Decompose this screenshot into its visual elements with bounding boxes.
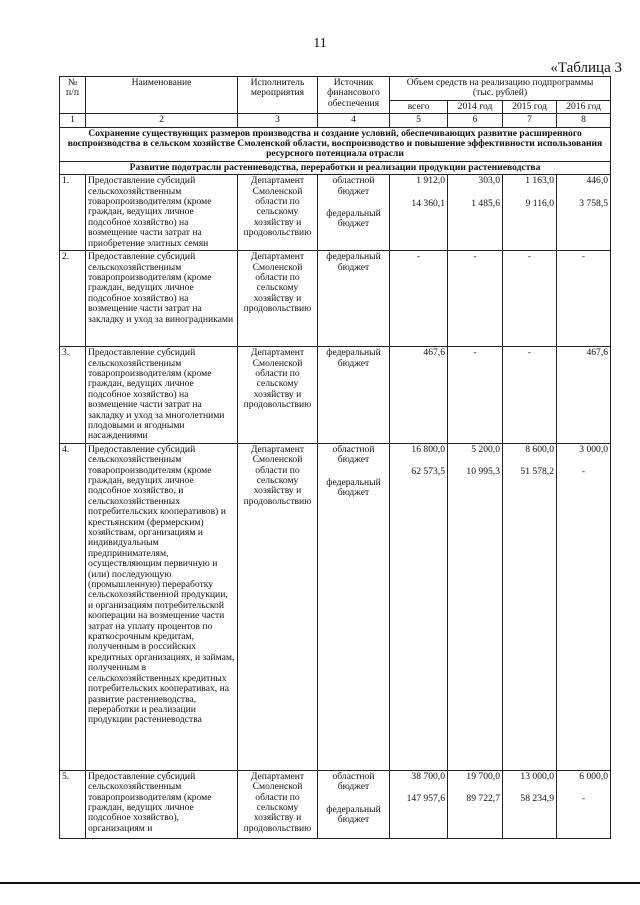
subprogram-funding-table (59, 76, 611, 839)
measure-name: Предоставление субсидий сельскохозяйственным товаропроизводителям (кроме граждан, ведущих личное подсобное хозяйство) на возмещение части затрат на закладку и уход за виноградниками (86, 251, 238, 347)
amount-2014-value: 19 700,0 (466, 770, 500, 782)
funding-source (318, 175, 390, 251)
amount-total-value: 147 957,6 (406, 793, 445, 805)
amount-total-value: 62 573,5 (411, 466, 445, 478)
measure-executor: Департамент Смоленской области по сельскому хозяйству и продовольствию (238, 175, 318, 251)
amount-2014-value: 89 722,7 (466, 793, 500, 805)
amount-total (390, 770, 448, 838)
section-row (60, 127, 611, 161)
amount-2015 (503, 443, 557, 770)
funding-source-value: федеральный бюджет (326, 476, 381, 498)
amount-2016 (557, 175, 611, 251)
funding-source-value: областной бюджет (332, 770, 375, 793)
measure-executor: Департамент Смоленской области по сельскому хозяйству и продовольствию (238, 347, 318, 444)
table-row (60, 175, 611, 251)
col-number: 4 (318, 114, 390, 127)
funding-source-value: федеральный бюджет (326, 347, 381, 369)
table-row (60, 770, 611, 838)
amount-2015-value: 8 600,0 (525, 443, 554, 455)
funding-source (318, 347, 390, 444)
amount-total (390, 175, 448, 251)
amount-total (390, 347, 448, 444)
amount-total-value: 1 912,0 (416, 175, 445, 187)
amount-2016-value: 446,0 (586, 175, 609, 187)
amount-total (390, 251, 448, 347)
row-number: 1. (60, 175, 86, 251)
amount-2015-value: 51 578,2 (520, 466, 554, 478)
measure-executor: Департамент Смоленской области по сельскому хозяйству и продовольствию (238, 251, 318, 347)
header-executor: Исполнитель мероприятия (238, 77, 318, 114)
subsection-row (60, 161, 611, 174)
amount-2014-value: 5 200,0 (471, 443, 500, 455)
amount-2015-value: - (527, 251, 532, 263)
amount-2016-value: 3 000,0 (579, 443, 609, 455)
header-total: всего (390, 100, 448, 113)
subsection-title: Развитие подотрасли растениеводства, переработки и реализации продукции растениеводства (60, 161, 611, 174)
amount-2015 (503, 251, 557, 347)
col-number: 1 (60, 114, 86, 127)
row-number: 5. (60, 770, 86, 838)
funding-source-value: федеральный бюджет (326, 803, 381, 825)
amount-2014-value: - (473, 251, 477, 263)
amount-2015-value: 13 000,0 (520, 770, 554, 782)
amount-2014-value: 10 995,3 (466, 466, 500, 478)
amount-2014 (448, 443, 503, 770)
funding-source-value: федеральный бюджет (326, 208, 381, 230)
amount-2014 (448, 175, 503, 251)
page-number: 11 (313, 36, 327, 51)
col-number: 7 (503, 114, 557, 127)
page-bottom-rule (0, 882, 640, 884)
table-row (60, 251, 611, 347)
amount-2016-value: - (581, 251, 586, 263)
amount-2016 (557, 770, 611, 838)
col-number: 5 (390, 114, 448, 127)
table-caption: «Таблица 3 (550, 60, 622, 76)
amount-total-value: - (416, 251, 421, 263)
amount-2014 (448, 251, 503, 347)
header-num: № п/п (60, 77, 86, 114)
funding-source (318, 251, 390, 347)
amount-2014-value: - (473, 347, 477, 359)
amount-2016 (557, 347, 611, 444)
header-volume: Объем средств на реализацию подпрограммы (тыс. рублей) (390, 77, 611, 101)
amount-2016-value: 3 758,5 (579, 197, 609, 209)
measure-executor: Департамент Смоленской области по сельскому хозяйству и продовольствию (238, 443, 318, 770)
row-number: 2. (60, 251, 86, 347)
amount-2014 (448, 770, 503, 838)
col-number: 8 (557, 114, 611, 127)
amount-2015 (503, 175, 557, 251)
amount-2015-value: 58 234,9 (520, 793, 554, 805)
funding-source (318, 770, 390, 838)
measure-name: Предоставление субсидий сельскохозяйственным товаропроизводителям (кроме граждан, ведущих личное подсобное хозяйство) на возмещение части затрат на приобретение элитных семян (86, 175, 238, 251)
header-2016: 2016 год (557, 100, 611, 113)
amount-2014 (448, 347, 503, 444)
amount-2016-value: - (581, 466, 586, 478)
amount-2014-value: 1 485,6 (471, 197, 500, 209)
col-number: 2 (86, 114, 238, 127)
header-name: Наименование (86, 77, 238, 114)
table-header-row (60, 77, 611, 101)
funding-source (318, 443, 390, 770)
funding-source-value: федеральный бюджет (326, 251, 381, 273)
amount-2016 (557, 251, 611, 347)
amount-2015-value: - (527, 347, 532, 359)
amount-2016-value: 6 000,0 (579, 770, 609, 782)
amount-total-value: 16 800,0 (411, 443, 445, 455)
header-source: Источник финансового обеспечения (318, 77, 390, 114)
col-number: 3 (238, 114, 318, 127)
amount-2015 (503, 347, 557, 444)
amount-2016-value: 467,6 (586, 347, 609, 359)
header-2014: 2014 год (448, 100, 503, 113)
col-number: 6 (448, 114, 503, 127)
measure-name: Предоставление субсидий сельскохозяйственным товаропроизводителям (кроме граждан, ведущих личное подсобное хозяйство) на возмещение части затрат на закладку и уход за многолетними плодовыми и ягодными насаждениями (86, 347, 238, 444)
table-row (60, 443, 611, 770)
section-title: Сохранение существующих размеров производства и создание условий, обеспечивающих развитие расширенного воспроизводства в сельском хозяйстве Смоленской области, воспроизводство и повышение эффективности использования ресурсного потенциала отрасли (60, 127, 611, 161)
row-number: 3. (60, 347, 86, 444)
amount-2015-value: 1 163,0 (525, 175, 554, 187)
amount-total-value: 38 700,0 (411, 770, 445, 782)
amount-total-value: 14 360,1 (411, 197, 445, 209)
row-number: 4. (60, 443, 86, 770)
amount-total-value: 467,6 (423, 347, 445, 359)
measure-executor: Департамент Смоленской области по сельскому хозяйству и продовольствию (238, 770, 318, 838)
amount-2016 (557, 443, 611, 770)
column-numbers-row (60, 114, 611, 127)
amount-2015-value: 9 116,0 (525, 197, 554, 209)
amount-total (390, 443, 448, 770)
measure-name: Предоставление субсидий сельскохозяйственным товаропроизводителям (кроме граждан, ведущих личное подсобное хозяйство, и сельскохозяйственных потребительских кооперативов) и крестьянским (фермерским) хозяйствам, организациям и индивидуальным предпринимателям, осуществляющим первичную и (или) последующую (промышленную) переработку сельскохозяйственной продукции, и организациям потребительской кооперации на возмещение части затрат на уплату процентов по краткосрочным кредитам, полученным в российских кредитных организациях, и займам, полученным в сельскохозяйственных кредитных потребительских кооперативах, на развитие растениеводства, переработки и реализации продукции растениеводства (86, 443, 238, 770)
amount-2015 (503, 770, 557, 838)
amount-2014-value: 303,0 (478, 175, 500, 187)
header-2015: 2015 год (503, 100, 557, 113)
measure-name: Предоставление субсидий сельскохозяйственным товаропроизводителям (кроме граждан, ведущих личное подсобное хозяйство), организациям и (86, 770, 238, 838)
table-row (60, 347, 611, 444)
funding-source-value: областной бюджет (332, 175, 375, 197)
funding-source-value: областной бюджет (332, 443, 375, 466)
amount-2016-value: - (581, 793, 586, 805)
